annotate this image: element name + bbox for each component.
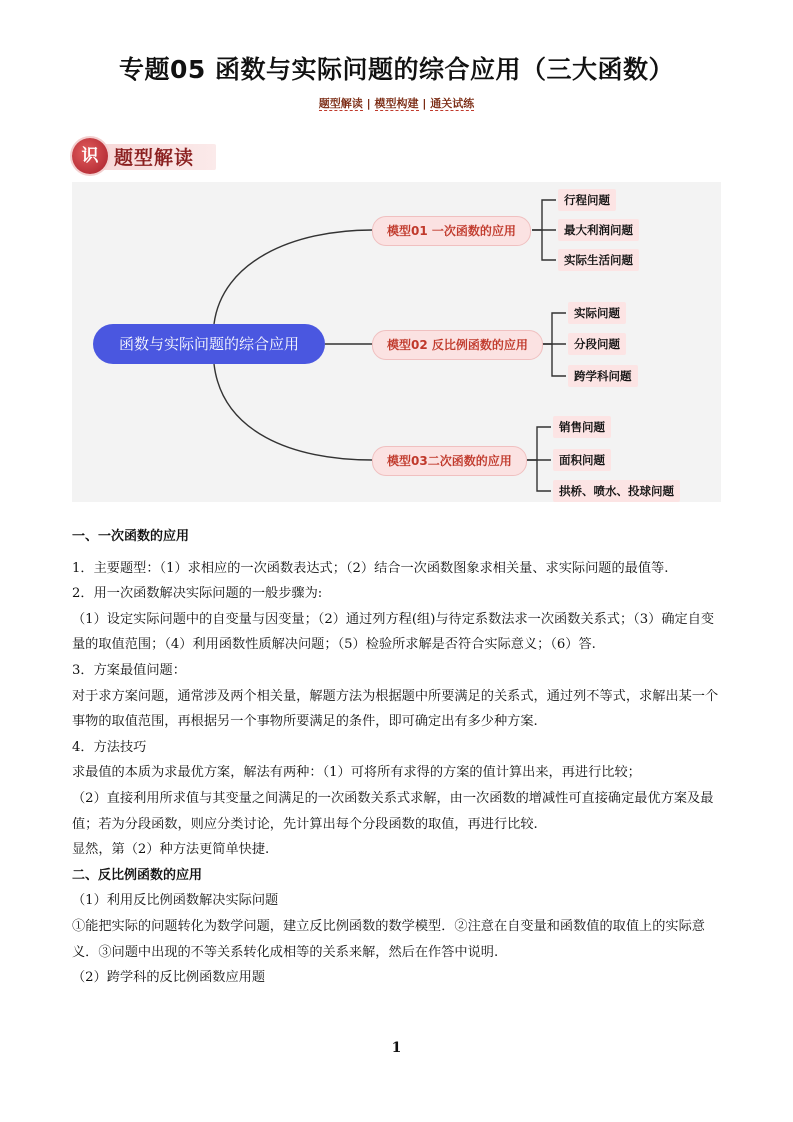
badge-label: 题型解读 <box>114 147 195 169</box>
subtitle-part-1: 题型解读 <box>318 97 363 110</box>
section-heading-1: 一、一次函数的应用 <box>72 529 190 544</box>
subtitle-part-2: 模型构建 <box>374 97 419 110</box>
connector-model-2-leaf-3 <box>552 344 566 376</box>
leaf-node-2-3: 跨学科问题 <box>568 365 638 387</box>
paragraph: （2）直接利用所求值与其变量之间满足的一次函数关系式求解，由一次函数的增减性可直接确定最优方案及最值；若为分段函数，则应分类讨论，先计算出每个分段函数的取值，再进行比较. <box>72 790 714 832</box>
connector-model-1-leaf-1 <box>532 200 556 230</box>
mindmap <box>72 182 721 502</box>
paragraph: 1．主要题型：（1）求相应的一次函数表达式；（2）结合一次函数图象求相关量、求实际问题的最值等. <box>72 560 669 576</box>
page-number: 1 <box>391 1040 402 1056</box>
subtitle-separator-1: | <box>366 97 371 110</box>
paragraph: 3．方案最值问题： <box>72 662 186 678</box>
leaf-node-1-2: 最大利润问题 <box>558 219 639 241</box>
model-node-1: 模型01 一次函数的应用 <box>372 216 531 246</box>
leaf-node-3-3: 拱桥、喷水、投球问题 <box>553 480 680 502</box>
leaf-node-2-2: 分段问题 <box>568 333 626 355</box>
leaf-node-1-1: 行程问题 <box>558 189 616 211</box>
mindmap-root-node: 函数与实际问题的综合应用 <box>93 324 325 364</box>
badge-seal-icon: 识 <box>72 138 108 174</box>
paragraph: 对于求方案问题，通常涉及两个相关量，解题方法为根据题中所要满足的关系式，通过列不等式，求解出某一个事物的取值范围，再根据另一个事物所要满足的条件，即可确定出有多少种方案. <box>72 688 719 730</box>
leaf-node-3-2: 面积问题 <box>553 449 611 471</box>
section-heading-2: 二、反比例函数的应用 <box>72 867 203 883</box>
leaf-node-1-3: 实际生活问题 <box>558 249 639 271</box>
model-node-3: 模型03二次函数的应用 <box>372 446 527 476</box>
connector-root-model-1 <box>214 230 372 324</box>
leaf-node-3-1: 销售问题 <box>553 416 611 438</box>
connector-root-model-3 <box>214 364 372 460</box>
page-title: 专题05 函数与实际问题的综合应用（三大函数） <box>119 55 674 84</box>
paragraph: ①能把实际的问题转化为数学问题，建立反比例函数的数学模型．②注意在自变量和函数值的取值上的实际意义．③问题中出现的不等关系转化成相等的关系来解，然后在作答中说明. <box>72 918 705 960</box>
connector-model-3-leaf-1 <box>527 427 551 460</box>
paragraph: 2．用一次函数解决实际问题的一般步骤为: <box>72 586 323 602</box>
section-badge <box>72 138 217 174</box>
paragraph: 显然，第（2）种方法更简单快捷. <box>72 842 270 858</box>
subtitle <box>0 95 793 111</box>
paragraph: 求最值的本质为求最优方案，解法有两种：（1）可将所有求得的方案的值计算出来，再进行比较； <box>72 765 641 781</box>
subtitle-part-3: 通关试练 <box>430 97 475 110</box>
document-body <box>72 524 722 991</box>
paragraph: （1）设定实际问题中的自变量与因变量；（2）通过列方程(组)与待定系数法求一次函数关系式；（3）确定自变量的取值范围；（4）利用函数性质解决问题；（5）检验所求解是否符合实际意义；（6）答. <box>72 611 715 653</box>
leaf-node-2-1: 实际问题 <box>568 302 626 324</box>
paragraph: （2）跨学科的反比例函数应用题 <box>72 970 266 986</box>
subtitle-separator-2: | <box>422 97 427 110</box>
connector-model-1-leaf-3 <box>542 230 556 260</box>
paragraph: （1）利用反比例函数解决实际问题 <box>72 893 279 909</box>
paragraph: 4．方法技巧 <box>72 739 147 755</box>
connector-model-2-leaf-1 <box>542 313 566 344</box>
model-node-2: 模型02 反比例函数的应用 <box>372 330 543 360</box>
connector-model-3-leaf-3 <box>537 460 551 491</box>
